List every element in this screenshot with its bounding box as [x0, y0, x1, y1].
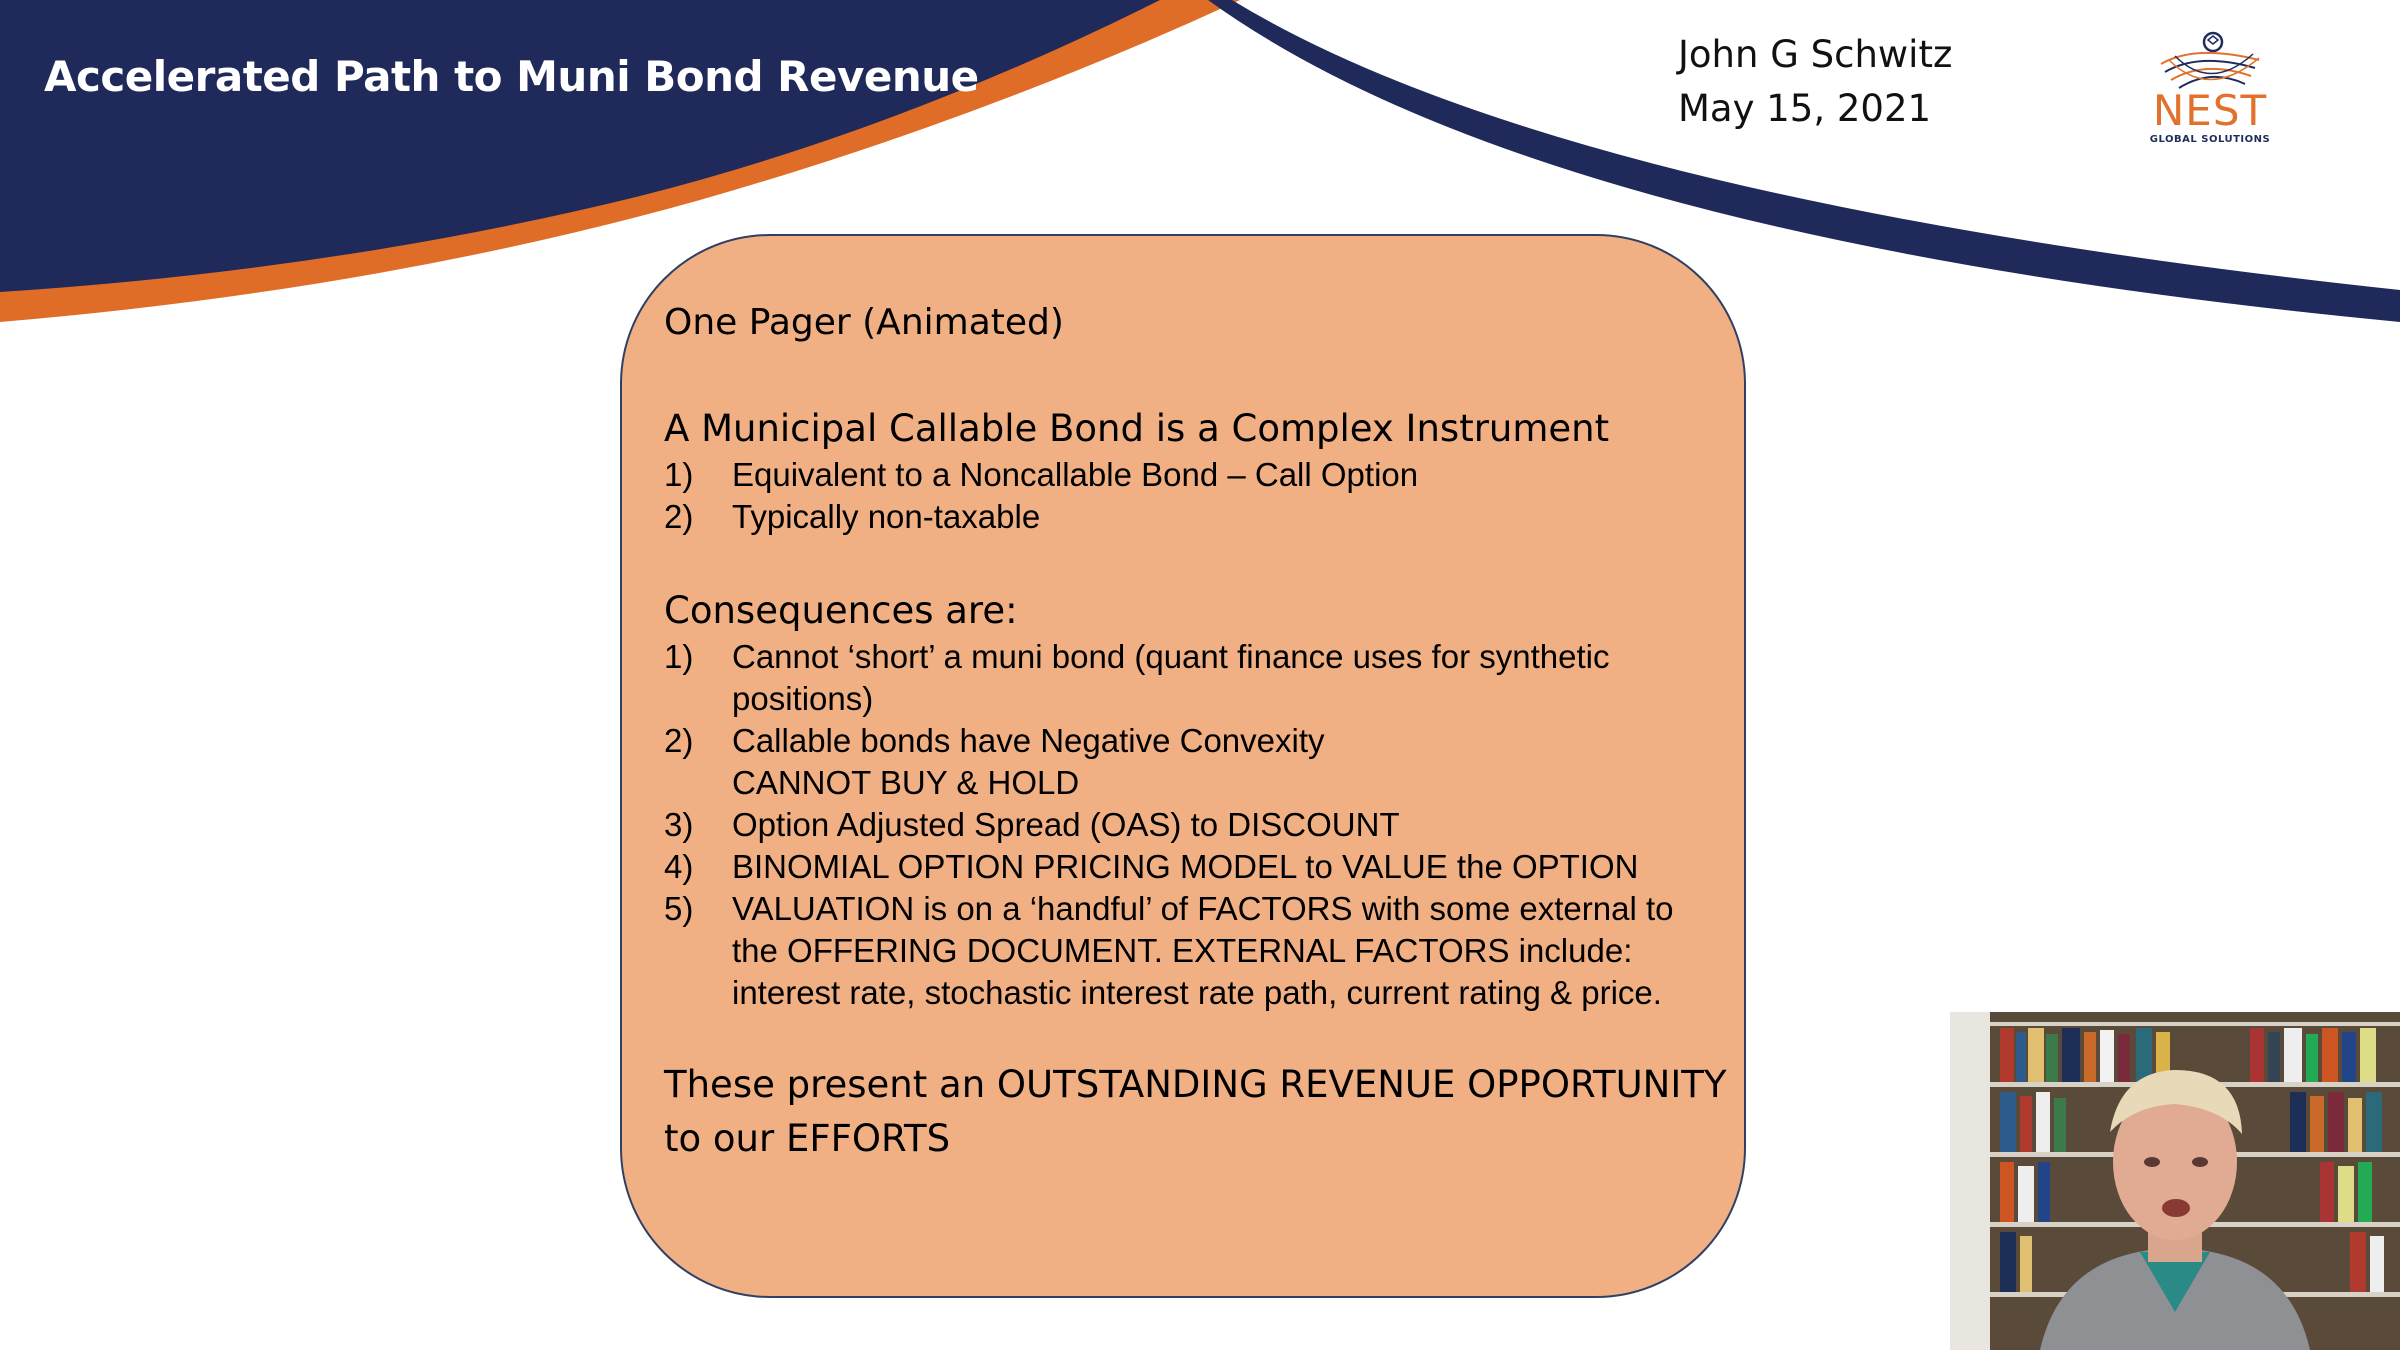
card-subtitle: One Pager (Animated) — [664, 302, 1064, 343]
section-heading-instrument: A Municipal Callable Bond is a Complex Instrument — [664, 407, 1610, 450]
list-item-number: 2) — [664, 722, 694, 759]
list-item — [664, 496, 1744, 538]
logo-tagline: GLOBAL SOLUTIONS — [2149, 134, 2271, 145]
presentation-date: May 15, 2021 — [1678, 87, 1932, 130]
list-item-number: 2) — [664, 498, 694, 535]
list-item-number: 1) — [664, 638, 694, 675]
list-item-text: Typically non-taxable — [732, 498, 1041, 535]
company-logo — [2140, 30, 2280, 170]
list-item — [664, 846, 1744, 888]
content-card — [620, 234, 1746, 1298]
logo-wordmark: NEST — [2152, 86, 2268, 135]
instrument-list — [664, 454, 1744, 538]
closing-line-2: to our EFFORTS — [664, 1117, 951, 1160]
list-item-text: Equivalent to a Noncallable Bond – Call Option — [732, 456, 1419, 493]
list-item-number: 1) — [664, 456, 694, 493]
list-item-text: positions) — [732, 680, 874, 717]
list-item-number: 4) — [664, 848, 694, 885]
list-item-text: BINOMIAL OPTION PRICING MODEL to VALUE the OPTION — [732, 848, 1639, 885]
presenter-block — [1678, 28, 1952, 136]
webcam-video-frame — [1950, 1012, 2400, 1350]
closing-line-1: These present an OUTSTANDING REVENUE OPPORTUNITY — [664, 1063, 1727, 1106]
slide-title: Accelerated Path to Muni Bond Revenue — [44, 52, 979, 101]
list-item-text: Cannot ‘short’ a muni bond (quant finance uses for synthetic — [732, 638, 1610, 675]
list-item-text: Callable bonds have Negative Convexity — [732, 722, 1325, 759]
list-item — [664, 804, 1744, 846]
list-item — [664, 454, 1744, 496]
closing-statement — [664, 1058, 1744, 1166]
list-item — [664, 636, 1744, 720]
consequences-list — [664, 636, 1744, 1014]
list-item-text: CANNOT BUY & HOLD — [732, 764, 1080, 801]
list-item-number: 5) — [664, 890, 694, 927]
list-item-text: the OFFERING DOCUMENT. EXTERNAL FACTORS include: — [732, 932, 1633, 969]
section-heading-consequences: Consequences are: — [664, 589, 1018, 632]
presenter-name: John G Schwitz — [1678, 33, 1953, 76]
list-item — [664, 888, 1744, 1014]
list-item — [664, 720, 1744, 804]
list-item-text: Option Adjusted Spread (OAS) to DISCOUNT — [732, 806, 1400, 843]
nest-logo-icon — [2155, 30, 2265, 94]
list-item-text: interest rate, stochastic interest rate path, current rating & price. — [732, 974, 1662, 1011]
list-item-text: VALUATION is on a ‘handful’ of FACTORS with some external to — [732, 890, 1674, 927]
presenter-webcam[interactable] — [1950, 1012, 2400, 1350]
list-item-number: 3) — [664, 806, 694, 843]
